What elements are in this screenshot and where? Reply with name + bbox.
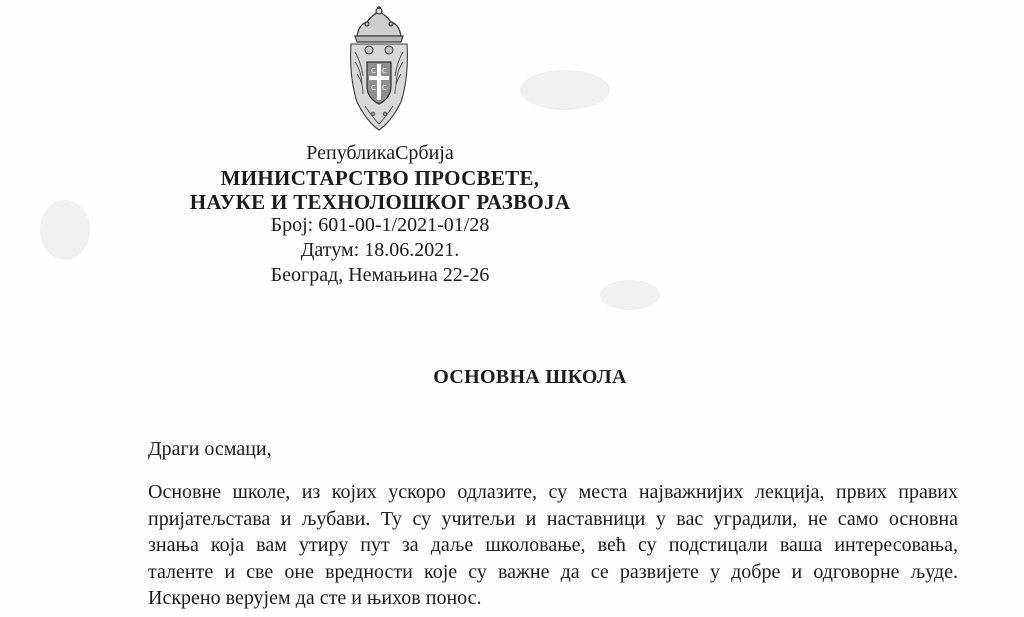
ministry-name-line2: НАУКЕ И ТЕХНОЛОШКОГ РАЗВОЈА [189, 190, 571, 214]
letter-body-line: знања која вам утиру пут за даље школовање, већ су подстицали ваша интересовања, [148, 534, 958, 556]
letter-body [148, 479, 958, 612]
ministry-address: Београд, Немањина 22-26 [270, 264, 490, 286]
letter-title: ОСНОВНА ШКОЛА [433, 366, 627, 388]
svg-text:С: С [382, 67, 387, 75]
letter-body-line: пријатељстава и љубави. Ту су учитељи и наставници у вас уградили, не само основна [148, 507, 958, 530]
scan-artifact [600, 280, 660, 310]
republic-name: РепубликаСрбија [306, 142, 454, 164]
svg-text:С: С [371, 84, 376, 92]
document-date: Датум: 18.06.2021. [300, 239, 460, 261]
serbia-coat-of-arms-icon [343, 6, 415, 132]
letter-salutation: Драги осмаци, [148, 438, 272, 460]
letter-body-line: Основне школе, из којих ускоро одлазите, су места најважнијих лекција, првих правих [148, 481, 958, 503]
scan-artifact [520, 70, 610, 110]
svg-text:С: С [371, 67, 376, 75]
svg-text:С: С [382, 84, 387, 92]
letter-body-line: Искрено верујем да сте и њихов понос. [148, 587, 482, 609]
document-number: Број: 601-00-1/2021-01/28 [270, 214, 490, 236]
scan-artifact [40, 200, 90, 260]
ministry-name-line1: МИНИСТАРСТВО ПРОСВЕТЕ, [220, 166, 540, 190]
letter-body-line: таленте и све оне вредности које су важне да се развијете у добре и одговорне људе. [148, 560, 958, 583]
